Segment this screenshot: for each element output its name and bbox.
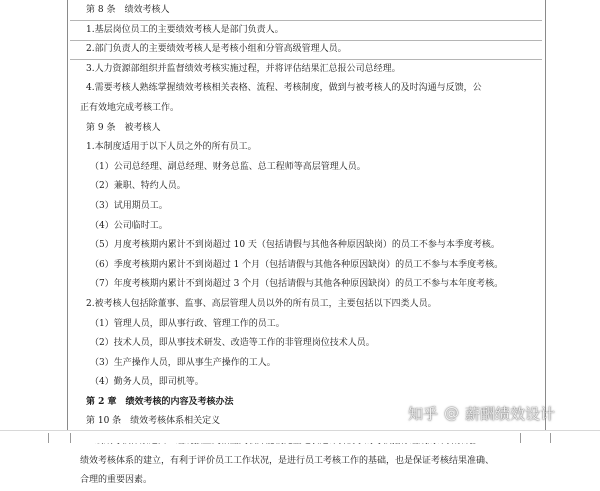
document-line: 绩效考核体系的建立，有利于评价员工工作状况，是进行员工考核工作的基础，也是保证考核结果准确、: [80, 455, 495, 466]
document-line: 2.被考核人包括除董事、监事、高层管理人员以外的所有员工，主要包括以下四类人员。: [86, 298, 437, 309]
document-line: 合理的重要因素。: [80, 475, 153, 486]
document-line: 第 9 条 被考核人: [86, 122, 161, 133]
document-line: （6）季度考核期内累计不到岗超过 1 个月（包括请假与其他各种原因缺岗）的员工不参与本季度考核。: [90, 259, 504, 270]
document-line: 第 2 章 绩效考核的内容及考核办法: [86, 396, 234, 407]
document-line: （2）技术人员，即从事技术研发、改造等工作的非管理岗位技术人员。: [90, 338, 375, 349]
page-corner-tick: [70, 433, 71, 443]
page-corner-tick: [550, 433, 551, 443]
left-margin-rule: [67, 0, 68, 443]
document-line: 第 8 条 绩效考核人: [86, 5, 170, 15]
document-line: 3.人力资源部组织并监督绩效考核实施过程，并将评估结果汇总报公司总经理。: [86, 63, 401, 74]
document-line: （4）勤务人员，即司机等。: [90, 377, 204, 388]
page-corner-tick: [520, 433, 521, 443]
page-corner-tick: [48, 433, 49, 443]
document-line: 1.本制度适用于以下人员之外的所有员工。: [86, 142, 257, 153]
document-line: （3）试用期员工。: [90, 200, 168, 211]
document-line: 4.需要考核人熟练掌握绩效考核相关表格、流程、考核制度，做到与被考核人的及时沟通与反馈，公: [86, 83, 482, 94]
watermark-separator: @: [444, 404, 460, 422]
document-line: 1.基层岗位员工的主要绩效考核人是部门负责人。: [86, 24, 284, 35]
document-line: 2.部门负责人的主要绩效考核人是考核小组和分管高级管理人员。: [86, 44, 347, 55]
right-margin-rule: [545, 0, 546, 443]
document-line: （2）兼职、特约人员。: [90, 181, 186, 192]
watermark-source: 知乎: [408, 404, 439, 423]
document-line: 第 10 条 绩效考核体系相关定义: [86, 416, 221, 427]
document-line: （3）生产操作人员，即从事生产操作的工人。: [90, 357, 276, 368]
page-bottom-edge: [0, 430, 600, 443]
document-line: 正有效地完成考核工作。: [80, 102, 180, 113]
zhihu-watermark: [408, 399, 555, 427]
document-line: （1）公司总经理、副总经理、财务总监、总工程师等高层管理人员。: [90, 161, 366, 172]
document-line: （5）月度考核期内累计不到岗超过 10 天（包括请假与其他各种原因缺岗）的员工不参与本季度考核。: [90, 240, 500, 251]
document-line: （1）管理人员，即从事行政、管理工作的员工。: [90, 318, 285, 329]
document-line: （4）公司临时工。: [90, 220, 168, 231]
watermark-author: 薪酬绩效设计: [465, 404, 556, 423]
document-line: （7）年度考核期内累计不到岗超过 3 个月（包括请假与其他各种原因缺岗）的员工不参与本年度考核。: [90, 279, 504, 290]
